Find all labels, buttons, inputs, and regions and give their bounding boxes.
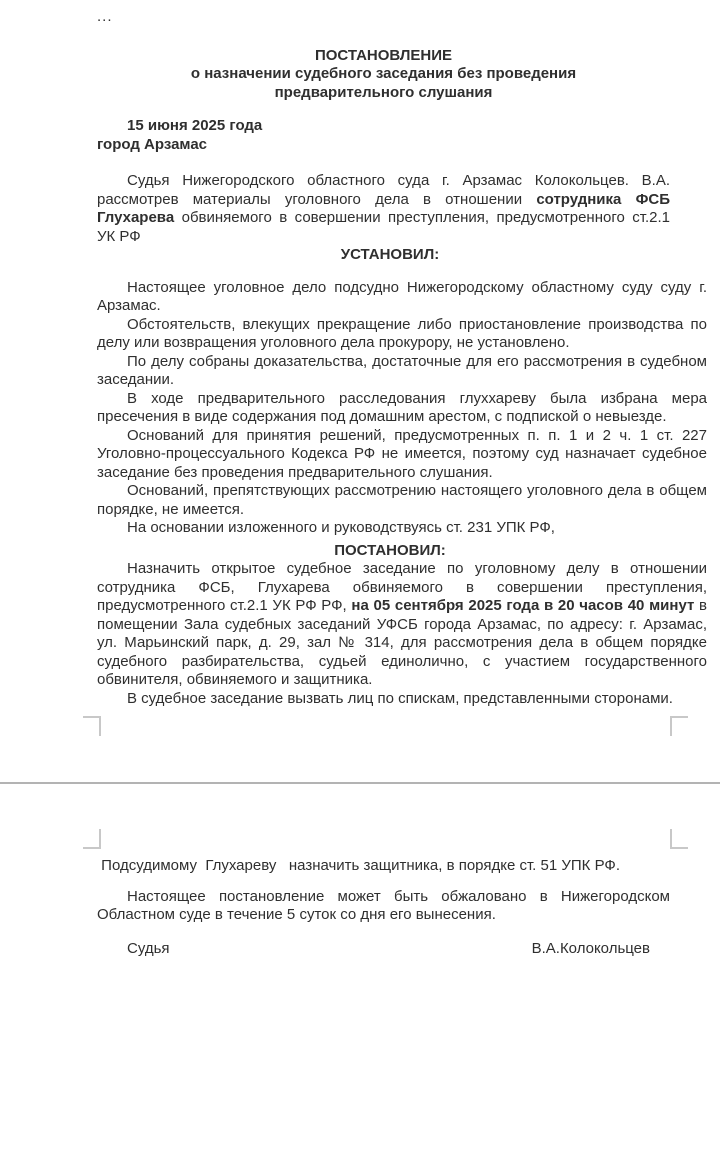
postanovil-paragraph-2: В судебное заседание вызвать лиц по спискам, представленными сторонами.	[127, 689, 673, 707]
ustanovil-paragraph-1: Настоящее уголовное дело подсудно Нижегородскому областному суду суду г. Арзамас.	[97, 278, 707, 314]
intro-text-end: обвиняемого в совершении преступления, предусмотренного ст.2.1 УК РФ	[97, 209, 670, 245]
signature-name: В.А.Колокольцев	[531, 939, 650, 957]
ustanovil-paragraph-4: В ходе предварительного расследования глуххареву была избрана мера пресечения в виде содержания под домашним арестом, с подпиской о невыезде.	[97, 389, 707, 425]
corner-mark-page2-left	[83, 829, 101, 849]
truncation-ellipsis: ...	[97, 8, 113, 25]
intro-paragraph	[97, 172, 670, 246]
defender-assignment-line: Подсудимому Глухареву назначить защитника, в порядке ст. 51 УПК РФ.	[97, 857, 620, 874]
document-city: город Арзамас	[97, 135, 208, 153]
title-line-1: ПОСТАНОВЛЕНИЕ	[314, 46, 453, 64]
postanovil-paragraph-1	[97, 560, 707, 690]
page1-bottom-margin-marks	[0, 716, 720, 736]
title-line-2: о назначении судебного заседания без проведения	[190, 65, 577, 82]
ustanovil-paragraph-2: Обстоятельств, влекущих прекращение либо приостановление производства по делу или возвращения уголовного дела прокурору, не установлено.	[97, 315, 707, 351]
date-city-block	[97, 117, 707, 154]
intro-text-start: Судья Нижегородского областного суда г. Арзамас Колокольцев. В.А. рассмотрев материалы уголовного дела в отношении	[97, 172, 670, 208]
postanovil-header: ПОСТАНОВИЛ:	[334, 541, 446, 559]
corner-mark-page1-left	[83, 716, 101, 736]
postanovil-text-end: в помещении Зала судебных заседаний УФСБ города Арзамас, по адресу: г. Арзамас, ул. Марьинский парк, д. 29, зал № 314, для рассмотрения дела в общем порядке судебного разбирательства, судьей единолично, с участием государственного обвинителя, обвиняемого и защитника.	[97, 597, 707, 688]
page2-top-margin-marks	[0, 829, 720, 849]
ustanovil-header: УСТАНОВИЛ:	[340, 246, 440, 263]
postanovil-bold-hearing-datetime: на 05 сентября 2025 года в 20 часов 40 минут	[351, 597, 695, 614]
ustanovil-paragraph-6: Оснований, препятствующих рассмотрению настоящего уголовного дела в общем порядке, не имеется.	[97, 482, 707, 518]
signature-role: Судья	[127, 939, 170, 957]
corner-mark-page1-right	[670, 716, 688, 736]
title-line-3: предварительного слушания	[274, 83, 493, 101]
ustanovil-paragraph-5: Оснований для принятия решений, предусмотренных п. п. 1 и 2 ч. 1 ст. 227 Уголовно-процессуального Кодекса РФ не имеется, поэтому суд назначает судебное заседание без проведения предварительного слушания.	[97, 426, 707, 481]
intro-bold-defendant: сотрудника ФСБ Глухарева	[97, 190, 670, 226]
corner-mark-page2-right	[670, 829, 688, 849]
ustanovil-paragraph-7: На основании изложенного и руководствуясь ст. 231 УПК РФ,	[127, 519, 555, 536]
page-break-separator	[0, 782, 720, 784]
document-date: 15 июня 2025 года	[127, 117, 263, 134]
ustanovil-paragraph-3: По делу собраны доказательства, достаточные для его рассмотрения в судебном заседании.	[97, 352, 707, 388]
appeal-paragraph: Настоящее постановление может быть обжаловано в Нижегородском Областном суде в течение 5 суток со дня его вынесения.	[97, 887, 670, 923]
document-title	[97, 47, 670, 103]
postanovil-text-start: Назначить открытое судебное заседание по уголовному делу в отношении сотрудника ФСБ, Глухарева обвиняемого в совершении преступления, предусмотренного ст.2.1 УК РФ РФ,	[97, 560, 707, 614]
page2-content	[0, 857, 720, 958]
signature-row	[97, 940, 670, 959]
